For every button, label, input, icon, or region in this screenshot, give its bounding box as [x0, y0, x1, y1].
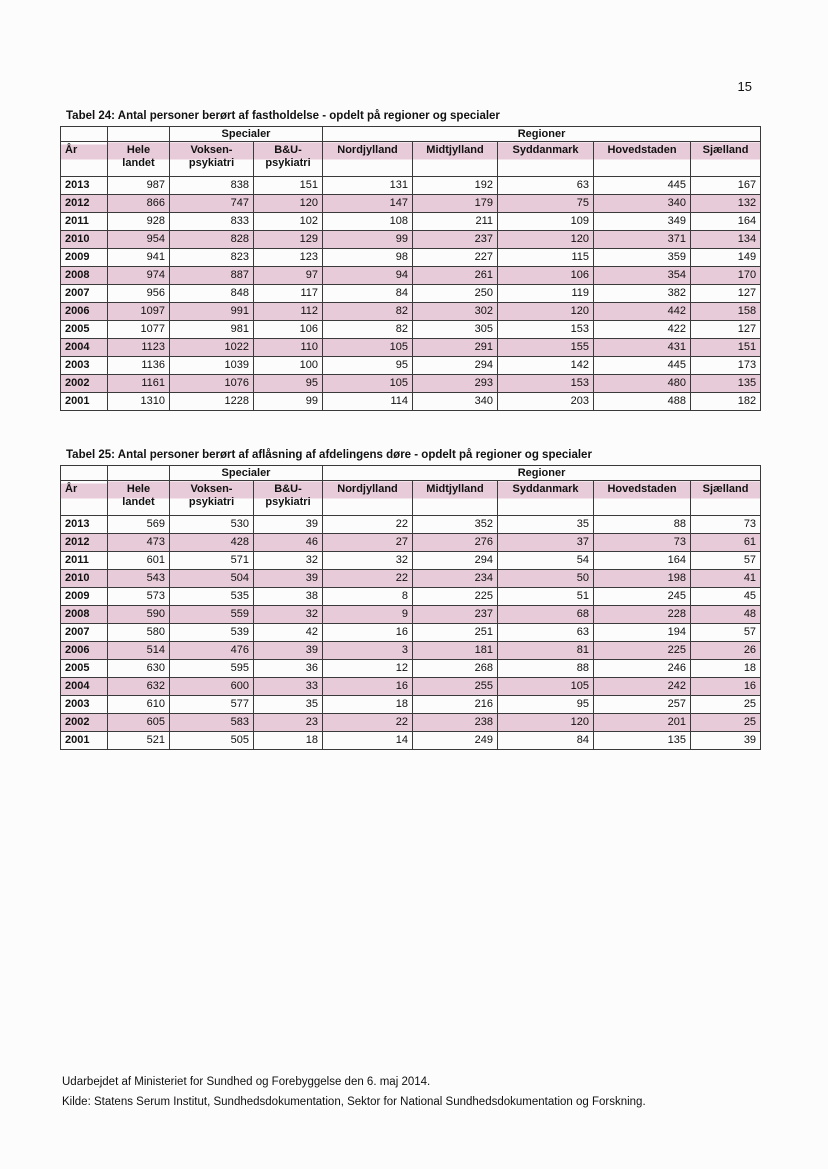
value-cell: 82 [323, 303, 413, 321]
group-specialer: Specialer [170, 466, 323, 481]
corner-cell [61, 466, 108, 481]
value-cell: 170 [691, 267, 761, 285]
value-cell: 211 [413, 213, 498, 231]
table-row [61, 714, 761, 732]
value-cell: 225 [413, 588, 498, 606]
value-cell: 227 [413, 249, 498, 267]
group-regioner: Regioner [323, 127, 761, 142]
value-cell: 164 [691, 213, 761, 231]
value-cell: 580 [108, 624, 170, 642]
value-cell: 105 [498, 678, 594, 696]
col-header-year: År [61, 481, 108, 516]
value-cell: 3 [323, 642, 413, 660]
value-cell: 569 [108, 516, 170, 534]
value-cell: 1097 [108, 303, 170, 321]
year-cell: 2003 [61, 696, 108, 714]
value-cell: 105 [323, 339, 413, 357]
value-cell: 291 [413, 339, 498, 357]
value-cell: 25 [691, 696, 761, 714]
table-row [61, 303, 761, 321]
value-cell: 153 [498, 375, 594, 393]
value-cell: 601 [108, 552, 170, 570]
year-cell: 2008 [61, 267, 108, 285]
value-cell: 1310 [108, 393, 170, 411]
value-cell: 294 [413, 552, 498, 570]
value-cell: 18 [254, 732, 323, 750]
table-row [61, 534, 761, 552]
value-cell: 225 [594, 642, 691, 660]
value-cell: 305 [413, 321, 498, 339]
value-cell: 135 [594, 732, 691, 750]
value-cell: 838 [170, 177, 254, 195]
value-cell: 268 [413, 660, 498, 678]
value-cell: 590 [108, 606, 170, 624]
value-cell: 33 [254, 678, 323, 696]
value-cell: 151 [254, 177, 323, 195]
value-cell: 57 [691, 552, 761, 570]
value-cell: 131 [323, 177, 413, 195]
value-cell: 14 [323, 732, 413, 750]
value-cell: 46 [254, 534, 323, 552]
value-cell: 105 [323, 375, 413, 393]
corner-cell [61, 127, 108, 142]
value-cell: 153 [498, 321, 594, 339]
value-cell: 106 [498, 267, 594, 285]
value-cell: 203 [498, 393, 594, 411]
table-row [61, 606, 761, 624]
value-cell: 100 [254, 357, 323, 375]
value-cell: 63 [498, 624, 594, 642]
value-cell: 37 [498, 534, 594, 552]
value-cell: 22 [323, 714, 413, 732]
value-cell: 115 [498, 249, 594, 267]
value-cell: 954 [108, 231, 170, 249]
table-25 [60, 465, 761, 750]
value-cell: 237 [413, 606, 498, 624]
table-row [61, 321, 761, 339]
value-cell: 173 [691, 357, 761, 375]
year-cell: 2013 [61, 177, 108, 195]
value-cell: 340 [413, 393, 498, 411]
value-cell: 102 [254, 213, 323, 231]
col-header-sjaelland: Sjælland [691, 481, 761, 516]
value-cell: 151 [691, 339, 761, 357]
value-cell: 276 [413, 534, 498, 552]
value-cell: 32 [254, 606, 323, 624]
value-cell: 595 [170, 660, 254, 678]
value-cell: 63 [498, 177, 594, 195]
year-cell: 2011 [61, 552, 108, 570]
value-cell: 120 [498, 714, 594, 732]
value-cell: 428 [170, 534, 254, 552]
value-cell: 605 [108, 714, 170, 732]
value-cell: 422 [594, 321, 691, 339]
value-cell: 349 [594, 213, 691, 231]
table-row [61, 570, 761, 588]
table-row [61, 267, 761, 285]
value-cell: 132 [691, 195, 761, 213]
value-cell: 120 [254, 195, 323, 213]
table-row [61, 696, 761, 714]
value-cell: 94 [323, 267, 413, 285]
year-cell: 2009 [61, 249, 108, 267]
value-cell: 242 [594, 678, 691, 696]
value-cell: 354 [594, 267, 691, 285]
value-cell: 35 [254, 696, 323, 714]
value-cell: 294 [413, 357, 498, 375]
value-cell: 1039 [170, 357, 254, 375]
year-cell: 2012 [61, 534, 108, 552]
year-cell: 2002 [61, 714, 108, 732]
value-cell: 134 [691, 231, 761, 249]
year-cell: 2006 [61, 303, 108, 321]
year-cell: 2012 [61, 195, 108, 213]
value-cell: 54 [498, 552, 594, 570]
value-cell: 135 [691, 375, 761, 393]
value-cell: 114 [323, 393, 413, 411]
col-header-sjaelland: Sjælland [691, 142, 761, 177]
value-cell: 42 [254, 624, 323, 642]
table-row [61, 516, 761, 534]
value-cell: 18 [323, 696, 413, 714]
value-cell: 99 [323, 231, 413, 249]
year-cell: 2005 [61, 660, 108, 678]
value-cell: 514 [108, 642, 170, 660]
value-cell: 866 [108, 195, 170, 213]
value-cell: 158 [691, 303, 761, 321]
value-cell: 38 [254, 588, 323, 606]
year-cell: 2004 [61, 678, 108, 696]
value-cell: 261 [413, 267, 498, 285]
value-cell: 16 [323, 624, 413, 642]
value-cell: 521 [108, 732, 170, 750]
value-cell: 941 [108, 249, 170, 267]
table-25-body [61, 516, 761, 750]
col-header-midtjylland: Midtjylland [413, 481, 498, 516]
value-cell: 201 [594, 714, 691, 732]
value-cell: 293 [413, 375, 498, 393]
value-cell: 39 [254, 570, 323, 588]
value-cell: 747 [170, 195, 254, 213]
year-cell: 2013 [61, 516, 108, 534]
value-cell: 127 [691, 285, 761, 303]
value-cell: 1076 [170, 375, 254, 393]
value-cell: 237 [413, 231, 498, 249]
col-header-hovedstaden: Hovedstaden [594, 142, 691, 177]
col-header-bu: B&U- psykiatri [254, 481, 323, 516]
value-cell: 249 [413, 732, 498, 750]
table-row [61, 678, 761, 696]
year-cell: 2001 [61, 393, 108, 411]
value-cell: 179 [413, 195, 498, 213]
value-cell: 129 [254, 231, 323, 249]
value-cell: 600 [170, 678, 254, 696]
table-row [61, 231, 761, 249]
value-cell: 194 [594, 624, 691, 642]
year-cell: 2007 [61, 285, 108, 303]
value-cell: 928 [108, 213, 170, 231]
table-row [61, 588, 761, 606]
col-header-syddanmark: Syddanmark [498, 481, 594, 516]
col-header-nordjylland: Nordjylland [323, 142, 413, 177]
value-cell: 981 [170, 321, 254, 339]
value-cell: 95 [498, 696, 594, 714]
value-cell: 246 [594, 660, 691, 678]
value-cell: 182 [691, 393, 761, 411]
table-24 [60, 126, 761, 411]
table-row [61, 285, 761, 303]
value-cell: 991 [170, 303, 254, 321]
value-cell: 181 [413, 642, 498, 660]
value-cell: 382 [594, 285, 691, 303]
table-row [61, 642, 761, 660]
value-cell: 32 [323, 552, 413, 570]
value-cell: 39 [691, 732, 761, 750]
value-cell: 18 [691, 660, 761, 678]
table-row [61, 339, 761, 357]
year-cell: 2003 [61, 357, 108, 375]
table-row [61, 195, 761, 213]
value-cell: 543 [108, 570, 170, 588]
value-cell: 98 [323, 249, 413, 267]
value-cell: 108 [323, 213, 413, 231]
year-cell: 2005 [61, 321, 108, 339]
value-cell: 302 [413, 303, 498, 321]
value-cell: 155 [498, 339, 594, 357]
table-row [61, 732, 761, 750]
year-cell: 2009 [61, 588, 108, 606]
value-cell: 255 [413, 678, 498, 696]
value-cell: 828 [170, 231, 254, 249]
value-cell: 442 [594, 303, 691, 321]
table-row [61, 213, 761, 231]
value-cell: 505 [170, 732, 254, 750]
value-cell: 48 [691, 606, 761, 624]
value-cell: 571 [170, 552, 254, 570]
value-cell: 120 [498, 231, 594, 249]
value-cell: 234 [413, 570, 498, 588]
year-cell: 2011 [61, 213, 108, 231]
table-row [61, 660, 761, 678]
value-cell: 1123 [108, 339, 170, 357]
value-cell: 88 [498, 660, 594, 678]
value-cell: 1022 [170, 339, 254, 357]
value-cell: 573 [108, 588, 170, 606]
value-cell: 22 [323, 516, 413, 534]
col-header-bu: B&U- psykiatri [254, 142, 323, 177]
value-cell: 95 [254, 375, 323, 393]
value-cell: 504 [170, 570, 254, 588]
page-number: 15 [737, 79, 752, 94]
value-cell: 120 [498, 303, 594, 321]
value-cell: 1136 [108, 357, 170, 375]
value-cell: 530 [170, 516, 254, 534]
value-cell: 476 [170, 642, 254, 660]
value-cell: 27 [323, 534, 413, 552]
col-header-syddanmark: Syddanmark [498, 142, 594, 177]
value-cell: 887 [170, 267, 254, 285]
value-cell: 340 [594, 195, 691, 213]
value-cell: 50 [498, 570, 594, 588]
value-cell: 149 [691, 249, 761, 267]
table-row [61, 357, 761, 375]
value-cell: 73 [594, 534, 691, 552]
value-cell: 147 [323, 195, 413, 213]
col-header-voksen: Voksen- psykiatri [170, 481, 254, 516]
table-row [61, 177, 761, 195]
blank-group-cell [108, 466, 170, 481]
year-cell: 2006 [61, 642, 108, 660]
value-cell: 535 [170, 588, 254, 606]
col-header-hele-landet: Hele landet [108, 481, 170, 516]
value-cell: 41 [691, 570, 761, 588]
year-cell: 2008 [61, 606, 108, 624]
value-cell: 987 [108, 177, 170, 195]
value-cell: 974 [108, 267, 170, 285]
year-cell: 2010 [61, 231, 108, 249]
value-cell: 1077 [108, 321, 170, 339]
group-regioner: Regioner [323, 466, 761, 481]
value-cell: 198 [594, 570, 691, 588]
col-header-hovedstaden: Hovedstaden [594, 481, 691, 516]
value-cell: 488 [594, 393, 691, 411]
value-cell: 73 [691, 516, 761, 534]
value-cell: 57 [691, 624, 761, 642]
value-cell: 632 [108, 678, 170, 696]
value-cell: 45 [691, 588, 761, 606]
value-cell: 32 [254, 552, 323, 570]
col-header-voksen: Voksen- psykiatri [170, 142, 254, 177]
value-cell: 8 [323, 588, 413, 606]
value-cell: 167 [691, 177, 761, 195]
value-cell: 823 [170, 249, 254, 267]
value-cell: 610 [108, 696, 170, 714]
value-cell: 23 [254, 714, 323, 732]
value-cell: 257 [594, 696, 691, 714]
value-cell: 359 [594, 249, 691, 267]
value-cell: 68 [498, 606, 594, 624]
footer-prepared-by: Udarbejdet af Ministeriet for Sundhed og Forebyggelse den 6. maj 2014. [62, 1076, 431, 1088]
value-cell: 164 [594, 552, 691, 570]
value-cell: 238 [413, 714, 498, 732]
year-cell: 2004 [61, 339, 108, 357]
value-cell: 539 [170, 624, 254, 642]
value-cell: 473 [108, 534, 170, 552]
value-cell: 75 [498, 195, 594, 213]
value-cell: 106 [254, 321, 323, 339]
value-cell: 26 [691, 642, 761, 660]
value-cell: 35 [498, 516, 594, 534]
year-cell: 2007 [61, 624, 108, 642]
col-header-nordjylland: Nordjylland [323, 481, 413, 516]
value-cell: 22 [323, 570, 413, 588]
value-cell: 228 [594, 606, 691, 624]
value-cell: 142 [498, 357, 594, 375]
table-row [61, 393, 761, 411]
value-cell: 61 [691, 534, 761, 552]
col-header-year: År [61, 142, 108, 177]
value-cell: 109 [498, 213, 594, 231]
value-cell: 95 [323, 357, 413, 375]
value-cell: 245 [594, 588, 691, 606]
table-25-caption: Tabel 25: Antal personer berørt af aflåsning af afdelingens døre - opdelt på regioner og specialer [66, 449, 592, 461]
value-cell: 127 [691, 321, 761, 339]
value-cell: 123 [254, 249, 323, 267]
value-cell: 117 [254, 285, 323, 303]
table-row [61, 624, 761, 642]
value-cell: 216 [413, 696, 498, 714]
value-cell: 445 [594, 357, 691, 375]
value-cell: 630 [108, 660, 170, 678]
value-cell: 480 [594, 375, 691, 393]
value-cell: 39 [254, 642, 323, 660]
value-cell: 833 [170, 213, 254, 231]
value-cell: 25 [691, 714, 761, 732]
value-cell: 88 [594, 516, 691, 534]
value-cell: 81 [498, 642, 594, 660]
table-row [61, 249, 761, 267]
value-cell: 583 [170, 714, 254, 732]
value-cell: 36 [254, 660, 323, 678]
value-cell: 371 [594, 231, 691, 249]
value-cell: 16 [691, 678, 761, 696]
value-cell: 956 [108, 285, 170, 303]
table-row [61, 552, 761, 570]
value-cell: 577 [170, 696, 254, 714]
year-cell: 2001 [61, 732, 108, 750]
value-cell: 251 [413, 624, 498, 642]
value-cell: 1161 [108, 375, 170, 393]
value-cell: 1228 [170, 393, 254, 411]
value-cell: 9 [323, 606, 413, 624]
value-cell: 16 [323, 678, 413, 696]
value-cell: 119 [498, 285, 594, 303]
value-cell: 97 [254, 267, 323, 285]
blank-group-cell [108, 127, 170, 142]
group-specialer: Specialer [170, 127, 323, 142]
value-cell: 82 [323, 321, 413, 339]
value-cell: 84 [498, 732, 594, 750]
value-cell: 250 [413, 285, 498, 303]
value-cell: 84 [323, 285, 413, 303]
year-cell: 2010 [61, 570, 108, 588]
value-cell: 12 [323, 660, 413, 678]
value-cell: 110 [254, 339, 323, 357]
value-cell: 848 [170, 285, 254, 303]
value-cell: 445 [594, 177, 691, 195]
col-header-midtjylland: Midtjylland [413, 142, 498, 177]
table-24-body [61, 177, 761, 411]
table-24-caption: Tabel 24: Antal personer berørt af fastholdelse - opdelt på regioner og specialer [66, 110, 500, 122]
value-cell: 352 [413, 516, 498, 534]
year-cell: 2002 [61, 375, 108, 393]
value-cell: 192 [413, 177, 498, 195]
col-header-hele-landet: Hele landet [108, 142, 170, 177]
footer-source: Kilde: Statens Serum Institut, Sundhedsdokumentation, Sektor for National Sundhedsdokumentation og Forskning. [62, 1096, 646, 1108]
value-cell: 431 [594, 339, 691, 357]
table-row [61, 375, 761, 393]
value-cell: 112 [254, 303, 323, 321]
value-cell: 99 [254, 393, 323, 411]
value-cell: 51 [498, 588, 594, 606]
value-cell: 39 [254, 516, 323, 534]
value-cell: 559 [170, 606, 254, 624]
